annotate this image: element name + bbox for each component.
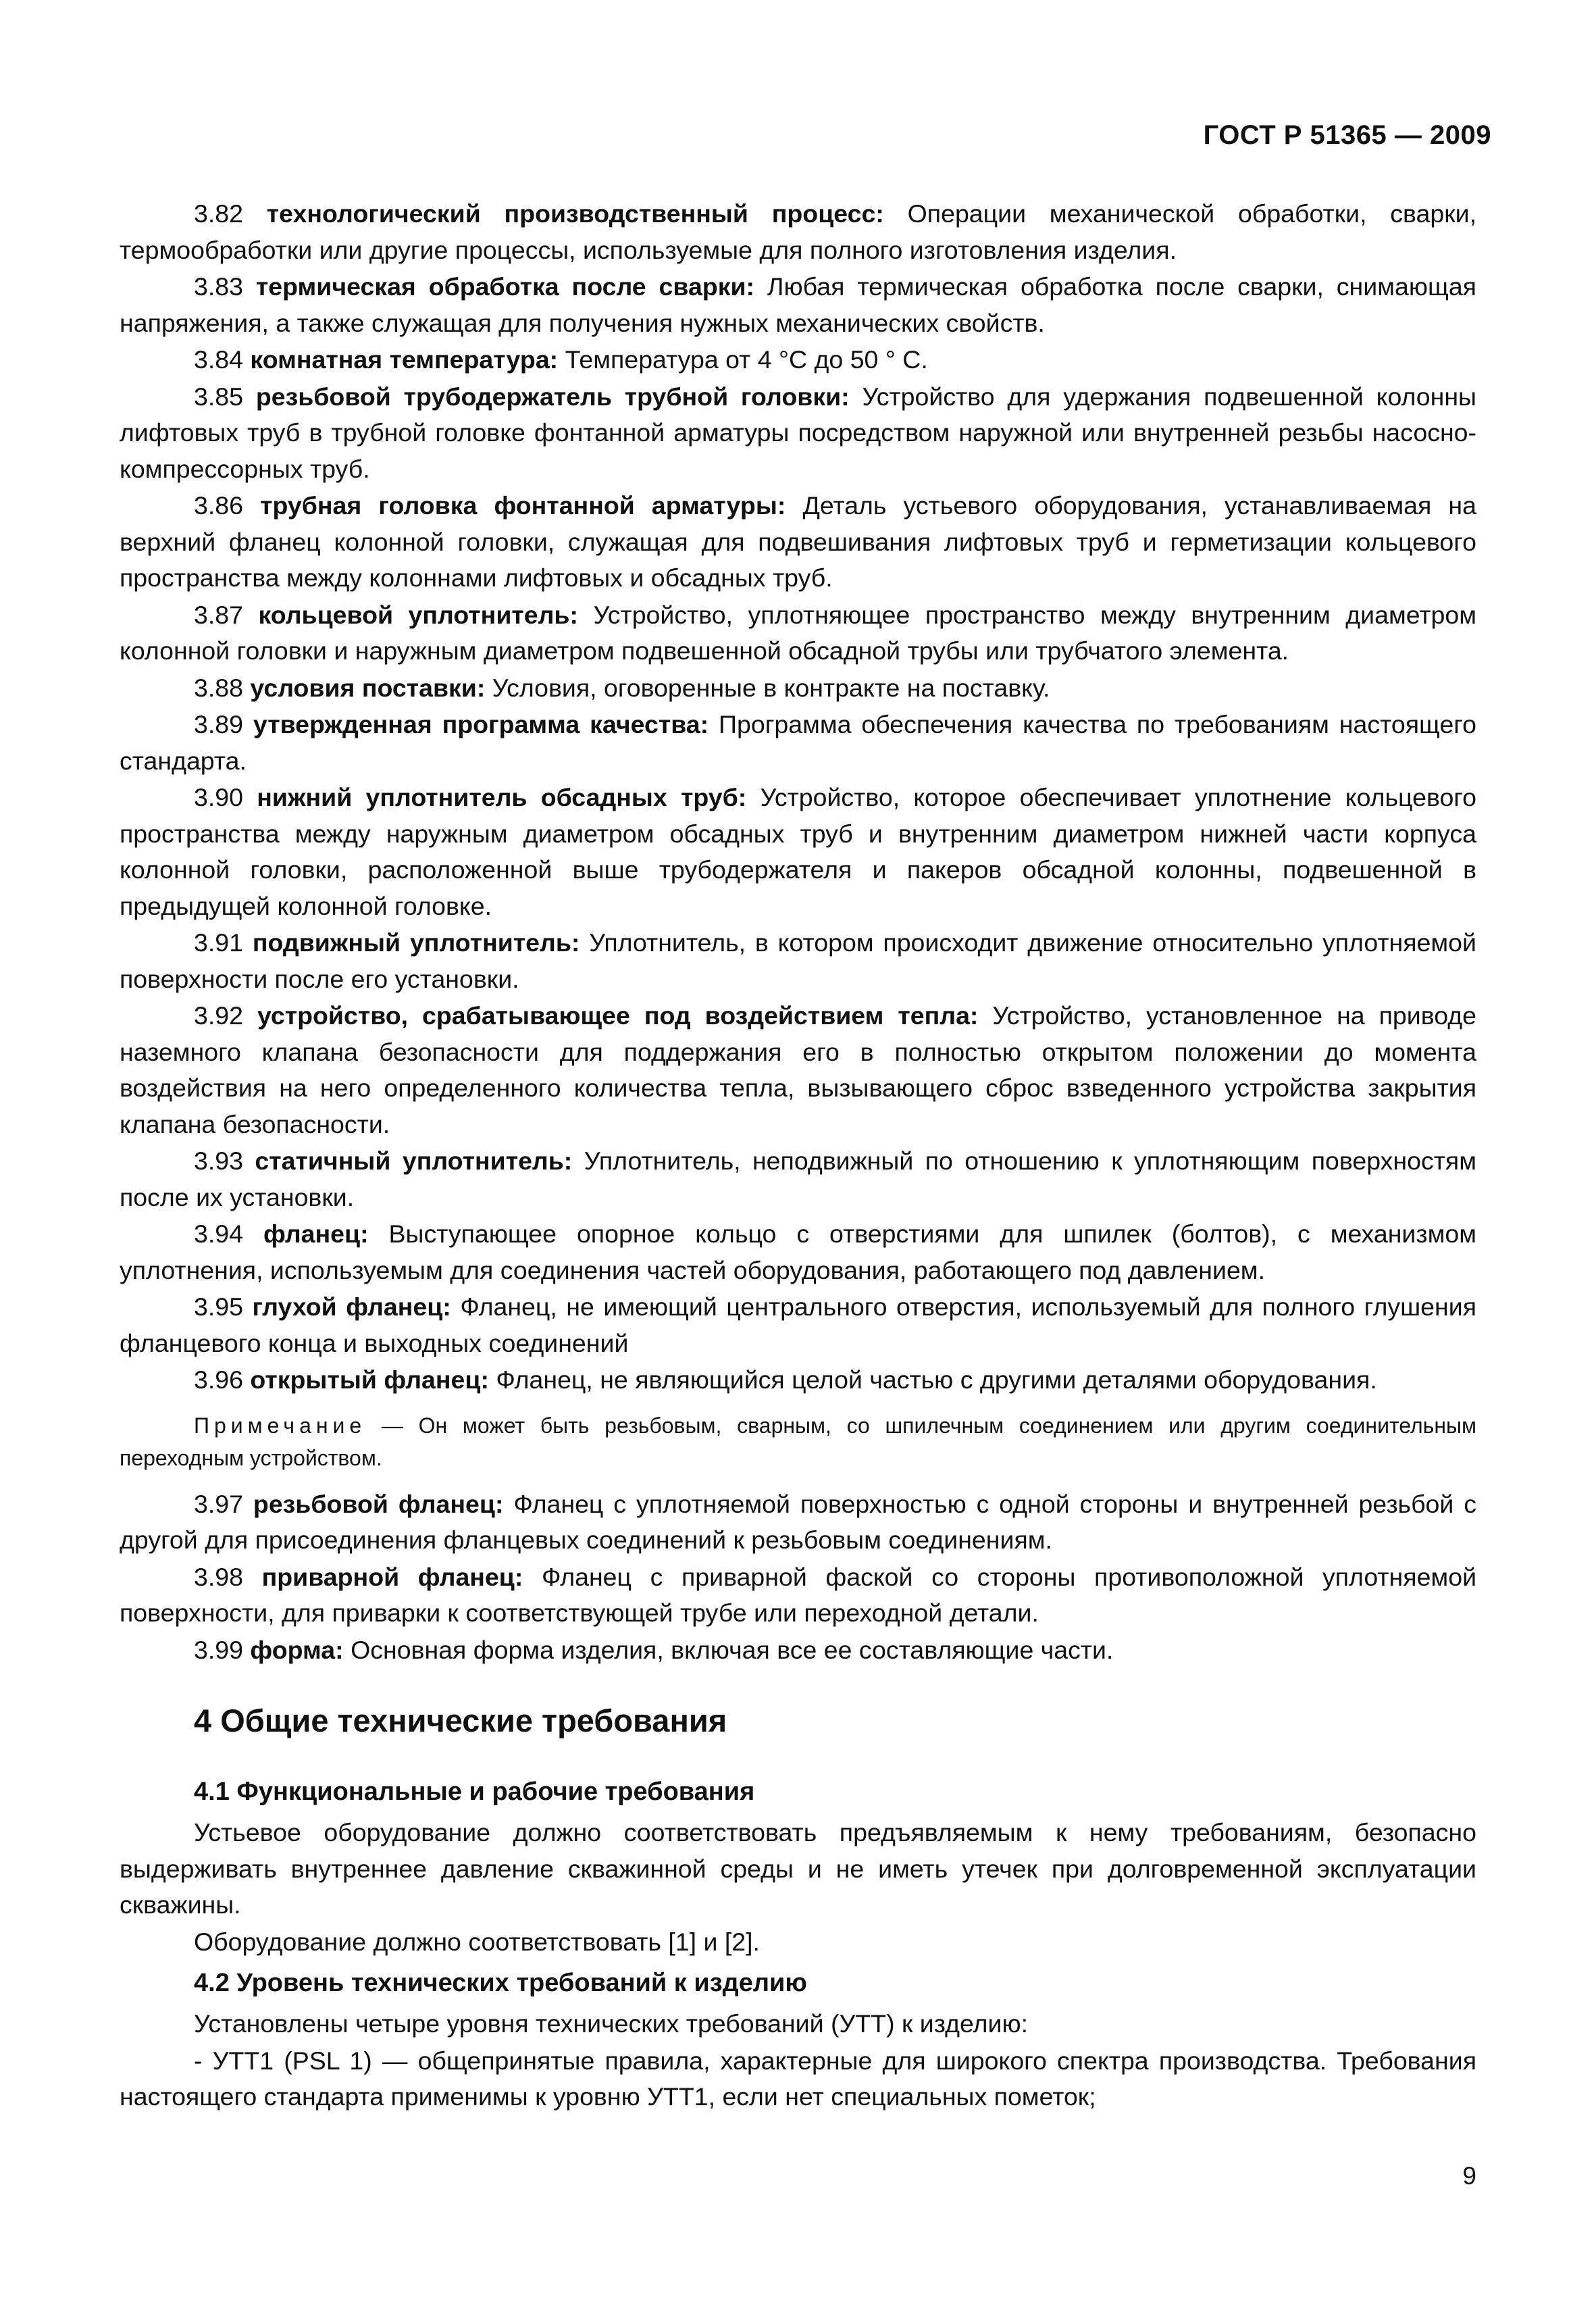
definition-number: 3.99 [194,1635,243,1664]
definition-term: глухой фланец: [252,1292,451,1321]
section-4-2-heading: 4.2 Уровень технических требований к изделию [194,1969,807,1997]
definition-number: 3.90 [194,783,243,811]
section-4-heading: 4 Общие технические требования [194,1703,727,1738]
definition-3-96 [120,1362,1476,1399]
definition-term: резьбовой фланец: [253,1489,504,1518]
definitions-list-2 [120,1486,1476,1669]
definition-text: Устройство для удержания подвешенной колонны лифтовых труб в трубной головке фонтанной арматуры посредством наружной или внутренней резьбы насосно-компрессорных труб. [120,382,1477,483]
definition-text: Устройство, уплотняющее пространство между внутренним диаметром колонной головки и наружным диаметром подвешенной обсадной трубы или трубчатого элемента. [120,600,1477,665]
definition-term: подвижный уплотнитель: [252,928,580,957]
definition-3-98 [120,1559,1476,1632]
definition-text: Фланец, не являющийся целой частью с другими деталями оборудования. [496,1365,1377,1394]
page-number: 9 [1462,2162,1476,2190]
definition-3-85 [120,379,1476,488]
definition-text: Деталь устьевого оборудования, устанавливаемая на верхний фланец колонной головки, служащая для подвешивания лифтовых труб и герметизации кольцевого пространства между колоннами лифтовых и обсадных труб. [120,491,1476,592]
note-text: — Он может быть резьбовым, сварным, со шпилечным соединением или другим соединительным переходным устройством. [120,1413,1476,1470]
definition-text: Уплотнитель, в котором происходит движение относительно уплотняемой поверхности после его установки. [120,928,1476,993]
section-4-2-paragraph-1: Установлены четыре уровня технических требований (УТТ) к изделию: [194,2009,1028,2038]
definition-number: 3.91 [194,928,243,957]
definition-text: Фланец с уплотняемой поверхностью с одной стороны и внутренней резьбой с другой для присоединения фланцевых соединений к резьбовым соединениям. [120,1489,1476,1554]
definition-term: трубная головка фонтанной арматуры: [260,491,786,520]
definition-term: резьбовой трубодержатель трубной головки: [255,382,850,411]
definition-text: Фланец с приварной фаской со стороны противоположной уплотняемой поверхности, для приварки к соответствующей трубе или переходной детали. [120,1562,1477,1627]
definition-3-87 [120,597,1476,670]
definition-number: 3.95 [194,1292,243,1321]
definition-3-95 [120,1289,1476,1361]
definition-text: Уплотнитель, неподвижный по отношению к уплотняющим поверхностям после их установки. [120,1147,1477,1211]
definition-text: Фланец, не имеющий центрального отверстия, используемый для полного глушения фланцевого конца и выходных соединений [120,1292,1476,1357]
definition-number: 3.83 [194,272,243,301]
definition-term: технологический производственный процесс: [266,199,884,228]
definition-3-88 [120,670,1476,707]
definition-number: 3.89 [194,710,243,738]
definition-text: Устройство, установленное на приводе наземного клапана безопасности для поддержания его в полностью открытом положении до момента воздействия на него определенного количества тепла, вызывающего сброс взведенного устройства закрытия клапана безопасности. [120,1001,1477,1138]
definition-term: утвержденная программа качества: [253,710,709,738]
definition-number: 3.92 [194,1001,243,1030]
section-4-1-paragraph-2: Оборудование должно соответствовать [1] и [2]. [194,1927,760,1956]
definition-number: 3.93 [194,1147,243,1175]
definition-text: Условия, оговоренные в контракте на поставку. [492,673,1050,702]
definition-term: фланец: [263,1219,369,1248]
section-4-1-heading: 4.1 Функциональные и рабочие требования [194,1778,755,1806]
definition-3-91 [120,925,1476,997]
definition-term: термическая обработка после сварки: [255,272,755,301]
definition-text: Операции механической обработки, сварки, термообработки или другие процессы, используемые для полного изготовления изделия. [120,199,1477,264]
definition-number: 3.87 [194,600,243,629]
definition-term: кольцевой уплотнитель: [258,600,578,629]
page-content [120,196,1476,2116]
definition-3-83 [120,269,1476,341]
definition-term: нижний уплотнитель обсадных труб: [257,783,747,811]
definition-number: 3.97 [194,1489,243,1518]
definition-text: Выступающее опорное кольцо с отверстиями для шпилек (болтов), с механизмом уплотнения, используемым для соединения частей оборудования, работающего под давлением. [120,1219,1476,1284]
definition-text: Температура от 4 °С до 50 ° С. [565,345,928,374]
definition-term: условия поставки: [250,673,486,702]
definition-3-92 [120,998,1476,1142]
definition-number: 3.85 [194,382,243,411]
definition-3-97 [120,1486,1476,1559]
definition-term: открытый фланец: [250,1365,489,1394]
definition-3-94 [120,1216,1476,1288]
definition-3-89 [120,707,1476,779]
definition-number: 3.98 [194,1562,243,1591]
definition-3-90 [120,780,1476,924]
definition-3-99 [120,1632,1476,1669]
note-label: Примечание [194,1413,367,1438]
definition-3-93 [120,1143,1476,1215]
document-id: ГОСТ Р 51365 — 2009 [1203,120,1491,150]
definition-text: Устройство, которое обеспечивает уплотнение кольцевого пространства между наружным диаметром обсадных труб и внутренним диаметром нижней части корпуса колонной головки, расположенной выше трубодержателя и пакеров обсадной колонны, подвешенной в предыдущей колонной головке. [120,783,1477,920]
definition-number: 3.82 [194,199,243,228]
definition-term: комнатная температура: [250,345,559,374]
definition-3-86 [120,488,1476,597]
definition-number: 3.88 [194,673,243,702]
section-4-2-paragraph-2: - УТТ1 (PSL 1) — общепринятые правила, характерные для широкого спектра производства. Требования настоящего стандарта применимы к уровню УТТ1, если нет специальных пометок; [120,2046,1476,2111]
definition-text: Основная форма изделия, включая все ее составляющие части. [351,1635,1114,1664]
definition-3-82 [120,196,1476,268]
definition-number: 3.94 [194,1219,243,1248]
definition-term: форма: [250,1635,344,1664]
definition-term: устройство, срабатывающее под воздействием тепла: [257,1001,979,1030]
definition-term: приварной фланец: [261,1562,523,1591]
section-4-1-paragraph-1: Устьевое оборудование должно соответствовать предъявляемым к нему требованиям, безопасно выдерживать внутреннее давление скважинной среды и не иметь утечек при долговременной эксплуатации скважины. [120,1818,1476,1919]
definition-number: 3.86 [194,491,243,520]
definition-number: 3.84 [194,345,243,374]
definitions-list-1 [120,196,1476,1399]
definition-3-84 [120,342,1476,378]
definition-number: 3.96 [194,1365,243,1394]
definition-term: статичный уплотнитель: [255,1147,573,1175]
definition-text: Любая термическая обработка после сварки, снимающая напряжения, а также служащая для получения нужных механических свойств. [120,272,1476,337]
definition-text: Программа обеспечения качества по требованиям настоящего стандарта. [120,710,1477,775]
note [120,1409,1476,1474]
